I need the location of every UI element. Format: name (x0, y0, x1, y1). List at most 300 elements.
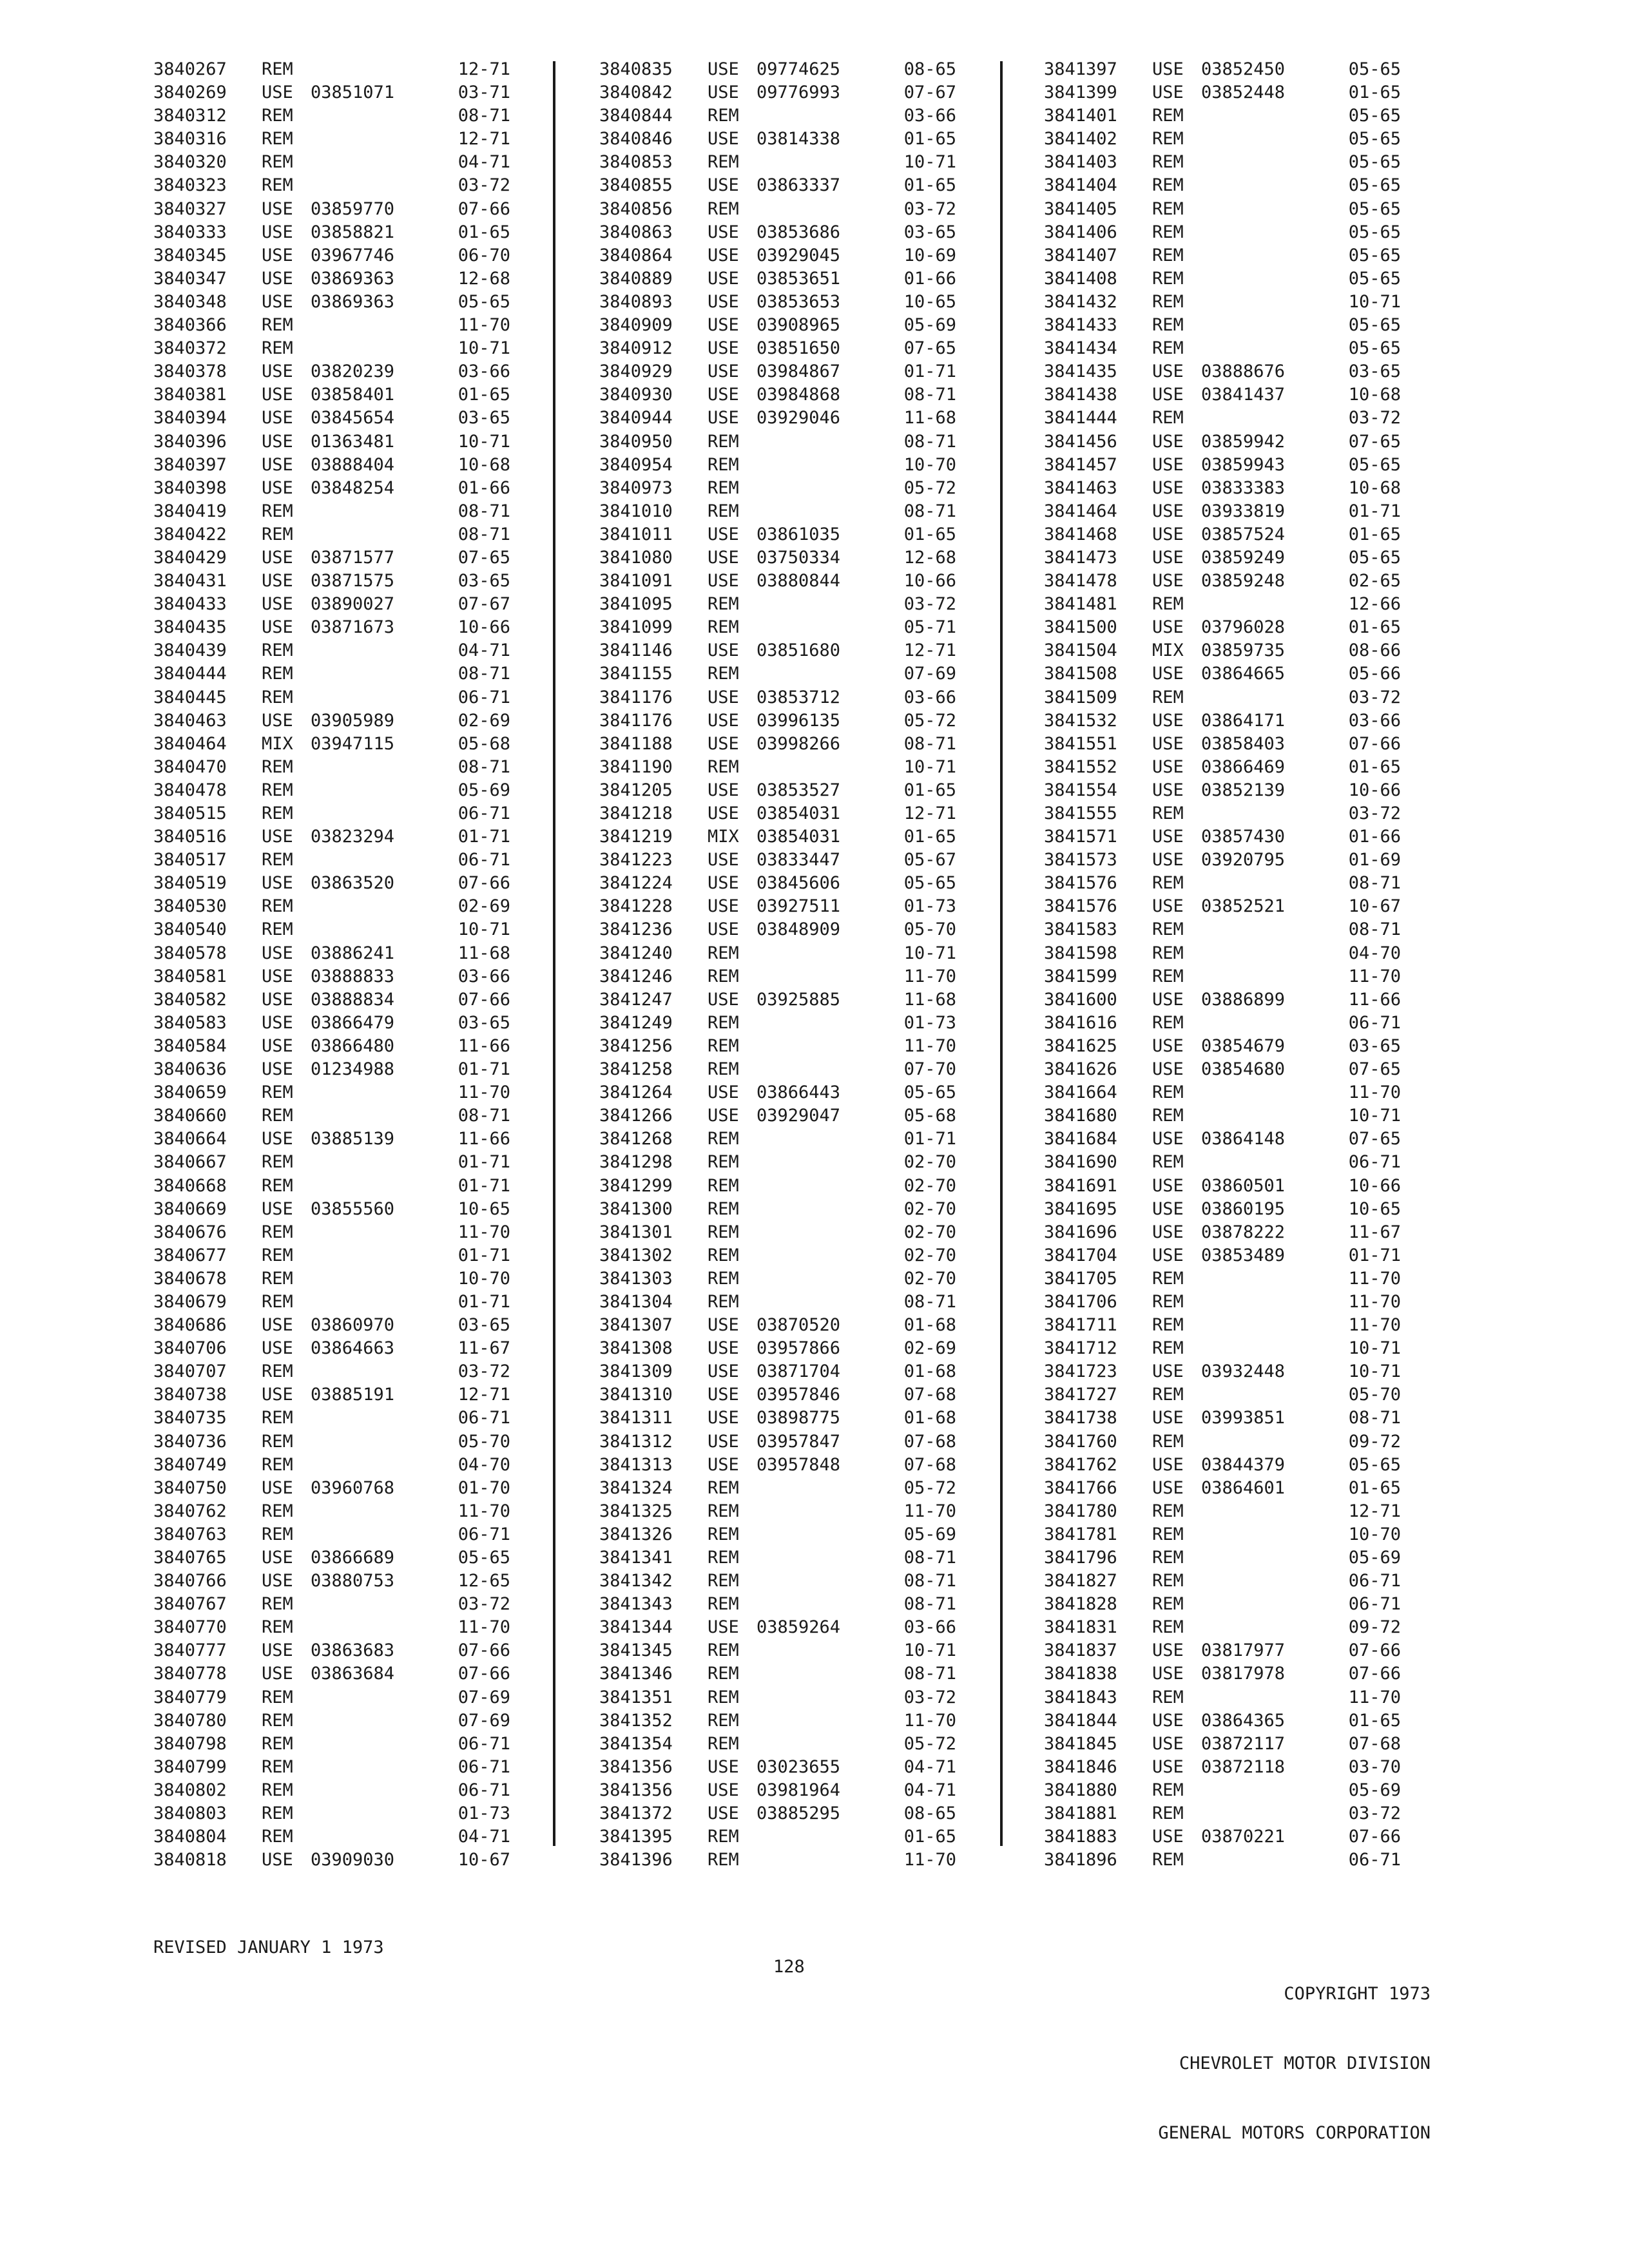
part-number: 3841712 (1044, 1338, 1117, 1359)
part-number: 3840668 (153, 1175, 227, 1196)
effective-date: 05-67 (903, 850, 956, 870)
part-row (153, 1686, 553, 1709)
effective-date: 11-67 (1348, 1222, 1401, 1242)
replacement-part: 03929047 (757, 1106, 841, 1126)
part-row (599, 1035, 999, 1058)
part-number: 3841356 (599, 1756, 673, 1777)
part-number: 3840835 (599, 59, 673, 79)
part-row (599, 779, 999, 802)
action-code: USE (262, 1129, 293, 1149)
replacement-part: 03871673 (311, 617, 395, 638)
part-row (1044, 1058, 1443, 1081)
part-row (153, 662, 553, 686)
revised-date: REVISED JANUARY 1 1973 (153, 1937, 384, 1957)
replacement-part: 03848909 (757, 919, 841, 940)
replacement-part (1197, 1849, 1324, 1872)
effective-date: 08-71 (903, 733, 956, 754)
replacement-part (1197, 1267, 1324, 1291)
effective-date: 05-65 (1348, 547, 1401, 568)
effective-date: 01-71 (458, 1245, 510, 1265)
effective-date: 10-70 (1348, 1524, 1401, 1544)
replacement-part: 03852448 (1201, 82, 1286, 103)
parts-column-2 (599, 58, 999, 1872)
part-row (153, 291, 553, 314)
action-code: REM (1152, 1012, 1184, 1033)
part-row (153, 1709, 553, 1733)
effective-date: 08-71 (1348, 1408, 1401, 1428)
replacement-part: 03863683 (311, 1640, 395, 1661)
action-code: REM (262, 1454, 293, 1475)
effective-date: 01-71 (458, 1175, 510, 1196)
effective-date: 04-71 (458, 1827, 510, 1847)
effective-date: 08-71 (903, 1548, 956, 1568)
action-code: REM (1152, 803, 1184, 823)
part-row (599, 1500, 999, 1523)
part-number: 3841095 (599, 594, 673, 615)
part-row (153, 1523, 553, 1546)
part-number: 3840738 (153, 1385, 227, 1405)
part-row (599, 662, 999, 686)
effective-date: 05-69 (903, 1524, 956, 1544)
replacement-part: 03993851 (1201, 1408, 1286, 1428)
action-code: USE (1152, 477, 1184, 498)
part-row (599, 1337, 999, 1360)
effective-date: 07-69 (458, 1687, 510, 1707)
part-row (153, 733, 553, 756)
replacement-part (753, 1128, 879, 1151)
replacement-part (1197, 128, 1324, 151)
part-number: 3841896 (1044, 1850, 1117, 1870)
replacement-part: 03854680 (1201, 1059, 1286, 1080)
action-code: USE (708, 129, 739, 149)
part-number: 3841308 (599, 1338, 673, 1359)
replacement-part: 03957846 (757, 1385, 841, 1405)
action-code: REM (262, 850, 293, 870)
part-number: 3841781 (1044, 1524, 1117, 1544)
action-code: REM (1152, 1617, 1184, 1638)
action-code: USE (1152, 710, 1184, 731)
part-row (599, 128, 999, 151)
replacement-part: 03854031 (757, 803, 841, 823)
action-code: REM (1152, 1594, 1184, 1615)
effective-date: 11-70 (1348, 966, 1401, 986)
replacement-part: 03984867 (757, 361, 841, 382)
action-code: REM (262, 803, 293, 823)
replacement-part (307, 918, 433, 941)
part-row (599, 1523, 999, 1546)
effective-date: 07-66 (1348, 733, 1401, 754)
replacement-part: 03920795 (1201, 850, 1286, 870)
action-code: REM (262, 1268, 293, 1289)
action-code: USE (262, 477, 293, 498)
action-code: REM (262, 1245, 293, 1265)
replacement-part: 03933819 (1201, 501, 1286, 521)
effective-date: 05-66 (1348, 664, 1401, 684)
part-number: 3840312 (153, 106, 227, 126)
effective-date: 07-65 (903, 338, 956, 359)
replacement-part (753, 151, 879, 174)
part-row (599, 849, 999, 872)
action-code: REM (262, 175, 293, 196)
replacement-part: 09776993 (757, 82, 841, 103)
part-number: 3841845 (1044, 1733, 1117, 1754)
page-number: 128 (773, 1957, 805, 1977)
part-number: 3841880 (1044, 1780, 1117, 1800)
effective-date: 01-65 (903, 524, 956, 544)
effective-date: 02-70 (903, 1222, 956, 1242)
action-code: USE (708, 1106, 739, 1126)
action-code: REM (708, 454, 739, 475)
part-row (599, 267, 999, 291)
effective-date: 08-71 (903, 1571, 956, 1591)
effective-date: 09-72 (1348, 1617, 1401, 1638)
part-row (153, 174, 553, 197)
part-row (1044, 1825, 1443, 1849)
part-row (1044, 1849, 1443, 1872)
action-code: REM (708, 501, 739, 521)
replacement-part: 03947115 (311, 733, 395, 754)
part-row (153, 1012, 553, 1035)
action-code: USE (262, 873, 293, 894)
replacement-part: 03859942 (1201, 431, 1286, 452)
part-row (153, 58, 553, 81)
action-code: REM (262, 152, 293, 173)
action-code: REM (708, 1640, 739, 1661)
replacement-part: 03929045 (757, 245, 841, 265)
part-row (1044, 895, 1443, 918)
part-row (153, 988, 553, 1012)
replacement-part: 03890027 (311, 594, 395, 615)
effective-date: 11-66 (1348, 989, 1401, 1010)
replacement-part: 03817977 (1201, 1640, 1286, 1661)
part-row (153, 1081, 553, 1104)
action-code: REM (708, 152, 739, 173)
part-number: 3841404 (1044, 175, 1117, 196)
part-row (599, 756, 999, 779)
replacement-part (1197, 1779, 1324, 1802)
replacement-part (1197, 244, 1324, 267)
action-code: REM (708, 1664, 739, 1684)
action-code: USE (1152, 1756, 1184, 1777)
effective-date: 10-71 (903, 943, 956, 963)
part-row (599, 1733, 999, 1756)
replacement-part (307, 523, 433, 546)
part-number: 3841555 (1044, 803, 1117, 823)
effective-date: 07-65 (458, 547, 510, 568)
part-row (153, 1639, 553, 1662)
part-row (599, 1314, 999, 1337)
part-row (1044, 1709, 1443, 1733)
effective-date: 10-70 (458, 1268, 510, 1289)
part-row (153, 616, 553, 639)
effective-date: 02-69 (458, 710, 510, 731)
action-code: REM (262, 315, 293, 336)
action-code: USE (1152, 571, 1184, 591)
replacement-part (307, 128, 433, 151)
part-number: 3840422 (153, 524, 227, 544)
part-row (599, 81, 999, 104)
replacement-part: 03851680 (757, 640, 841, 661)
action-code: REM (262, 640, 293, 661)
part-number: 3841468 (1044, 524, 1117, 544)
part-number: 3841473 (1044, 547, 1117, 568)
part-number: 3840846 (599, 129, 673, 149)
effective-date: 03-65 (458, 571, 510, 591)
part-number: 3841766 (1044, 1477, 1117, 1498)
action-code: REM (1152, 873, 1184, 894)
part-number: 3841883 (1044, 1827, 1117, 1847)
action-code: USE (262, 1012, 293, 1033)
replacement-part (307, 1616, 433, 1639)
action-code: USE (262, 431, 293, 452)
replacement-part (1197, 104, 1324, 128)
replacement-part: 03927511 (757, 896, 841, 917)
part-row (599, 639, 999, 662)
part-number: 3840345 (153, 245, 227, 265)
part-number: 3841509 (1044, 687, 1117, 707)
part-number: 3840659 (153, 1082, 227, 1103)
action-code: USE (708, 524, 739, 544)
part-row (153, 1360, 553, 1383)
action-code: REM (1152, 1501, 1184, 1521)
part-number: 3840519 (153, 873, 227, 894)
effective-date: 05-65 (1348, 222, 1401, 242)
part-number: 3841711 (1044, 1315, 1117, 1336)
part-number: 3840435 (153, 617, 227, 638)
effective-date: 06-70 (458, 245, 510, 265)
part-row (599, 1825, 999, 1849)
action-code: USE (262, 966, 293, 986)
replacement-part: 03852521 (1201, 896, 1286, 917)
part-row (599, 360, 999, 383)
effective-date: 07-69 (458, 1710, 510, 1731)
action-code: USE (1152, 1733, 1184, 1754)
effective-date: 01-73 (903, 896, 956, 917)
part-number: 3841616 (1044, 1012, 1117, 1033)
effective-date: 07-68 (903, 1385, 956, 1405)
part-row (1044, 1546, 1443, 1570)
effective-date: 01-66 (1348, 827, 1401, 847)
part-row (153, 477, 553, 500)
action-code: USE (1152, 1222, 1184, 1242)
replacement-part (753, 1662, 879, 1686)
part-row (153, 1221, 553, 1244)
replacement-part (753, 1825, 879, 1849)
part-number: 3841351 (599, 1687, 673, 1707)
action-code: USE (708, 361, 739, 382)
effective-date: 10-71 (903, 1640, 956, 1661)
effective-date: 08-71 (458, 524, 510, 544)
action-code: REM (708, 1222, 739, 1242)
effective-date: 04-71 (458, 152, 510, 173)
division-line: CHEVROLET MOTOR DIVISION (1179, 2053, 1431, 2073)
effective-date: 11-66 (458, 1035, 510, 1056)
effective-date: 03-66 (903, 1617, 956, 1638)
part-row (1044, 779, 1443, 802)
effective-date: 07-66 (458, 1664, 510, 1684)
replacement-part: 03859770 (311, 198, 395, 219)
replacement-part: 03981964 (757, 1780, 841, 1800)
action-code: USE (262, 1338, 293, 1359)
part-number: 3841011 (599, 524, 673, 544)
part-number: 3841705 (1044, 1268, 1117, 1289)
part-row (153, 337, 553, 360)
action-code: USE (262, 617, 293, 638)
action-code: USE (708, 1385, 739, 1405)
replacement-part (307, 1267, 433, 1291)
part-number: 3840327 (153, 198, 227, 219)
part-row (599, 1802, 999, 1825)
action-code: USE (708, 1780, 739, 1800)
replacement-part (307, 500, 433, 523)
part-row (599, 1686, 999, 1709)
replacement-part (307, 1454, 433, 1477)
part-number: 3841481 (1044, 594, 1117, 615)
part-row (153, 314, 553, 337)
action-code: USE (708, 1082, 739, 1103)
effective-date: 05-65 (1348, 315, 1401, 336)
effective-date: 06-71 (1348, 1152, 1401, 1173)
part-row (1044, 104, 1443, 128)
effective-date: 01-65 (903, 827, 956, 847)
effective-date: 07-66 (458, 989, 510, 1010)
part-row (153, 1104, 553, 1128)
part-number: 3840267 (153, 59, 227, 79)
replacement-part (307, 1802, 433, 1825)
action-code: REM (262, 1594, 293, 1615)
replacement-part (307, 1104, 433, 1128)
effective-date: 08-65 (903, 59, 956, 79)
effective-date: 11-68 (458, 943, 510, 963)
replacement-part (307, 779, 433, 802)
part-number: 3841881 (1044, 1803, 1117, 1824)
replacement-part (753, 1477, 879, 1500)
part-row (599, 1291, 999, 1314)
part-number: 3841307 (599, 1315, 673, 1336)
part-number: 3841571 (1044, 827, 1117, 847)
effective-date: 10-71 (458, 431, 510, 452)
part-row (599, 1756, 999, 1779)
action-code: USE (262, 571, 293, 591)
part-row (153, 1849, 553, 1872)
part-row (1044, 1523, 1443, 1546)
action-code: USE (262, 1548, 293, 1568)
replacement-part (753, 1035, 879, 1058)
effective-date: 10-66 (1348, 1175, 1401, 1196)
effective-date: 11-70 (1348, 1268, 1401, 1289)
part-row (1044, 1616, 1443, 1639)
action-code: REM (708, 756, 739, 777)
action-code: REM (262, 1733, 293, 1754)
part-row (1044, 1802, 1443, 1825)
part-row (599, 1175, 999, 1198)
action-code: REM (708, 1733, 739, 1754)
action-code: USE (1152, 1245, 1184, 1265)
part-row (1044, 1639, 1443, 1662)
replacement-part: 03861035 (757, 524, 841, 544)
effective-date: 10-67 (1348, 896, 1401, 917)
action-code: REM (708, 1129, 739, 1149)
action-code: REM (1152, 1571, 1184, 1591)
effective-date: 08-71 (458, 501, 510, 521)
part-number: 3841554 (1044, 780, 1117, 800)
part-row (1044, 546, 1443, 570)
part-row (1044, 291, 1443, 314)
effective-date: 01-71 (1348, 501, 1401, 521)
action-code: USE (262, 594, 293, 615)
replacement-part: 03888834 (311, 989, 395, 1010)
replacement-part: 03845654 (311, 408, 395, 428)
action-code: REM (262, 501, 293, 521)
action-code: USE (708, 710, 739, 731)
action-code: USE (708, 850, 739, 870)
replacement-part: 03859943 (1201, 454, 1286, 475)
replacement-part (1197, 1314, 1324, 1337)
replacement-part: 03866469 (1201, 756, 1286, 777)
part-row (599, 872, 999, 895)
effective-date: 05-68 (458, 733, 510, 754)
part-number: 3841401 (1044, 106, 1117, 126)
replacement-part: 01363481 (311, 431, 395, 452)
part-number: 3841723 (1044, 1361, 1117, 1382)
part-number: 3841344 (599, 1617, 673, 1638)
effective-date: 04-71 (903, 1780, 956, 1800)
replacement-part: 03851650 (757, 338, 841, 359)
part-row (599, 1407, 999, 1430)
part-row (153, 1128, 553, 1151)
part-number: 3840398 (153, 477, 227, 498)
part-row (1044, 802, 1443, 825)
effective-date: 05-70 (1348, 1385, 1401, 1405)
effective-date: 06-71 (458, 1408, 510, 1428)
action-code: REM (262, 1827, 293, 1847)
action-code: REM (1152, 1524, 1184, 1544)
part-row (153, 104, 553, 128)
effective-date: 08-71 (1348, 919, 1401, 940)
part-number: 3841408 (1044, 268, 1117, 289)
part-number: 3840856 (599, 198, 673, 219)
replacement-part (307, 1244, 433, 1267)
part-number: 3841266 (599, 1106, 673, 1126)
action-code: USE (1152, 431, 1184, 452)
part-number: 3841218 (599, 803, 673, 823)
effective-date: 05-69 (458, 780, 510, 800)
part-row (1044, 872, 1443, 895)
replacement-part (307, 174, 433, 197)
action-code: USE (1152, 756, 1184, 777)
replacement-part (753, 1221, 879, 1244)
effective-date: 03-72 (1348, 1803, 1401, 1824)
effective-date: 11-70 (903, 1710, 956, 1731)
effective-date: 01-71 (903, 361, 956, 382)
replacement-part: 09774625 (757, 59, 841, 79)
part-number: 3841302 (599, 1245, 673, 1265)
replacement-part: 03858403 (1201, 733, 1286, 754)
action-code: USE (1152, 501, 1184, 521)
replacement-part: 03909030 (311, 1850, 395, 1870)
part-number: 3840464 (153, 733, 227, 754)
action-code: REM (708, 1198, 739, 1219)
part-row (153, 221, 553, 244)
part-number: 3840397 (153, 454, 227, 475)
part-row (1044, 1407, 1443, 1430)
action-code: REM (1152, 1431, 1184, 1452)
effective-date: 03-72 (903, 594, 956, 615)
replacement-part (1197, 802, 1324, 825)
part-number: 3841403 (1044, 152, 1117, 173)
part-number: 3841843 (1044, 1687, 1117, 1707)
replacement-part (307, 1686, 433, 1709)
